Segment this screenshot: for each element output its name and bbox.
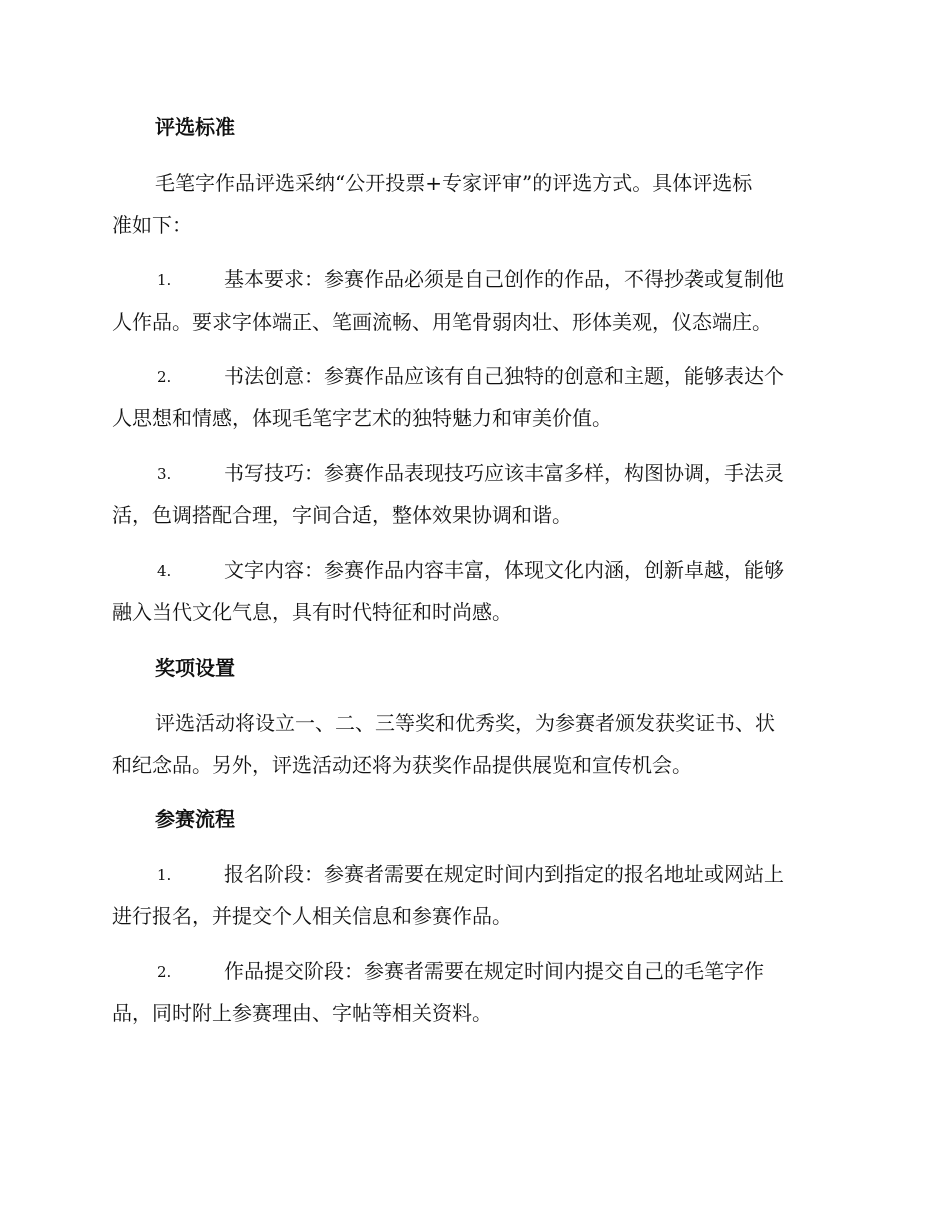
process-item-2-line-1: 作品提交阶段：参赛者需要在规定时间内提交自己的毛笔字作	[224, 959, 764, 983]
criteria-item-2-line-2: 人思想和情感，体现毛笔字艺术的独特魅力和审美价值。	[112, 406, 612, 430]
section-heading-process: 参赛流程	[155, 807, 235, 831]
criteria-item-1-line-1: 基本要求：参赛作品必须是自己创作的作品，不得抄袭或复制他	[224, 267, 784, 291]
process-item-1-line-2: 进行报名，并提交个人相关信息和参赛作品。	[112, 904, 512, 928]
section-heading-awards: 奖项设置	[155, 656, 235, 680]
criteria-item-3-line-1: 书写技巧：参赛作品表现技巧应该丰富多样，构图协调，手法灵	[224, 461, 784, 485]
process-item-2-line-2: 品，同时附上参赛理由、字帖等相关资料。	[112, 1001, 492, 1025]
criteria-item-4-number: 4.	[157, 562, 172, 580]
process-item-1-number: 1.	[157, 866, 172, 884]
criteria-item-2-number: 2.	[157, 368, 172, 386]
criteria-item-4-line-2: 融入当代文化气息，具有时代特征和时尚感。	[112, 600, 512, 624]
process-item-1-line-1: 报名阶段：参赛者需要在规定时间内到指定的报名地址或网站上	[224, 862, 784, 886]
criteria-item-2-line-1: 书法创意：参赛作品应该有自己独特的创意和主题，能够表达个	[224, 364, 784, 388]
criteria-item-1-line-2: 人作品。要求字体端正、笔画流畅、用笔骨弱肉壮、形体美观，仪态端庄。	[112, 310, 772, 334]
criteria-item-3-number: 3.	[157, 465, 172, 483]
awards-intro-line-2: 和纪念品。另外，评选活动还将为获奖作品提供展览和宣传机会。	[112, 753, 692, 777]
awards-intro-line-1: 评选活动将设立一、二、三等奖和优秀奖，为参赛者颁发获奖证书、状	[155, 711, 775, 735]
section-heading-criteria: 评选标准	[155, 115, 235, 139]
criteria-item-1-number: 1.	[157, 271, 172, 289]
criteria-item-3-line-2: 活，色调搭配合理，字间合适，整体效果协调和谐。	[112, 503, 572, 527]
criteria-intro-line-1: 毛笔字作品评选采纳“公开投票+专家评审”的评选方式。具体评选标	[155, 171, 753, 195]
criteria-item-4-line-1: 文字内容：参赛作品内容丰富，体现文化内涵，创新卓越，能够	[224, 558, 784, 582]
process-item-2-number: 2.	[157, 963, 172, 981]
criteria-intro-line-2: 准如下：	[112, 213, 192, 237]
